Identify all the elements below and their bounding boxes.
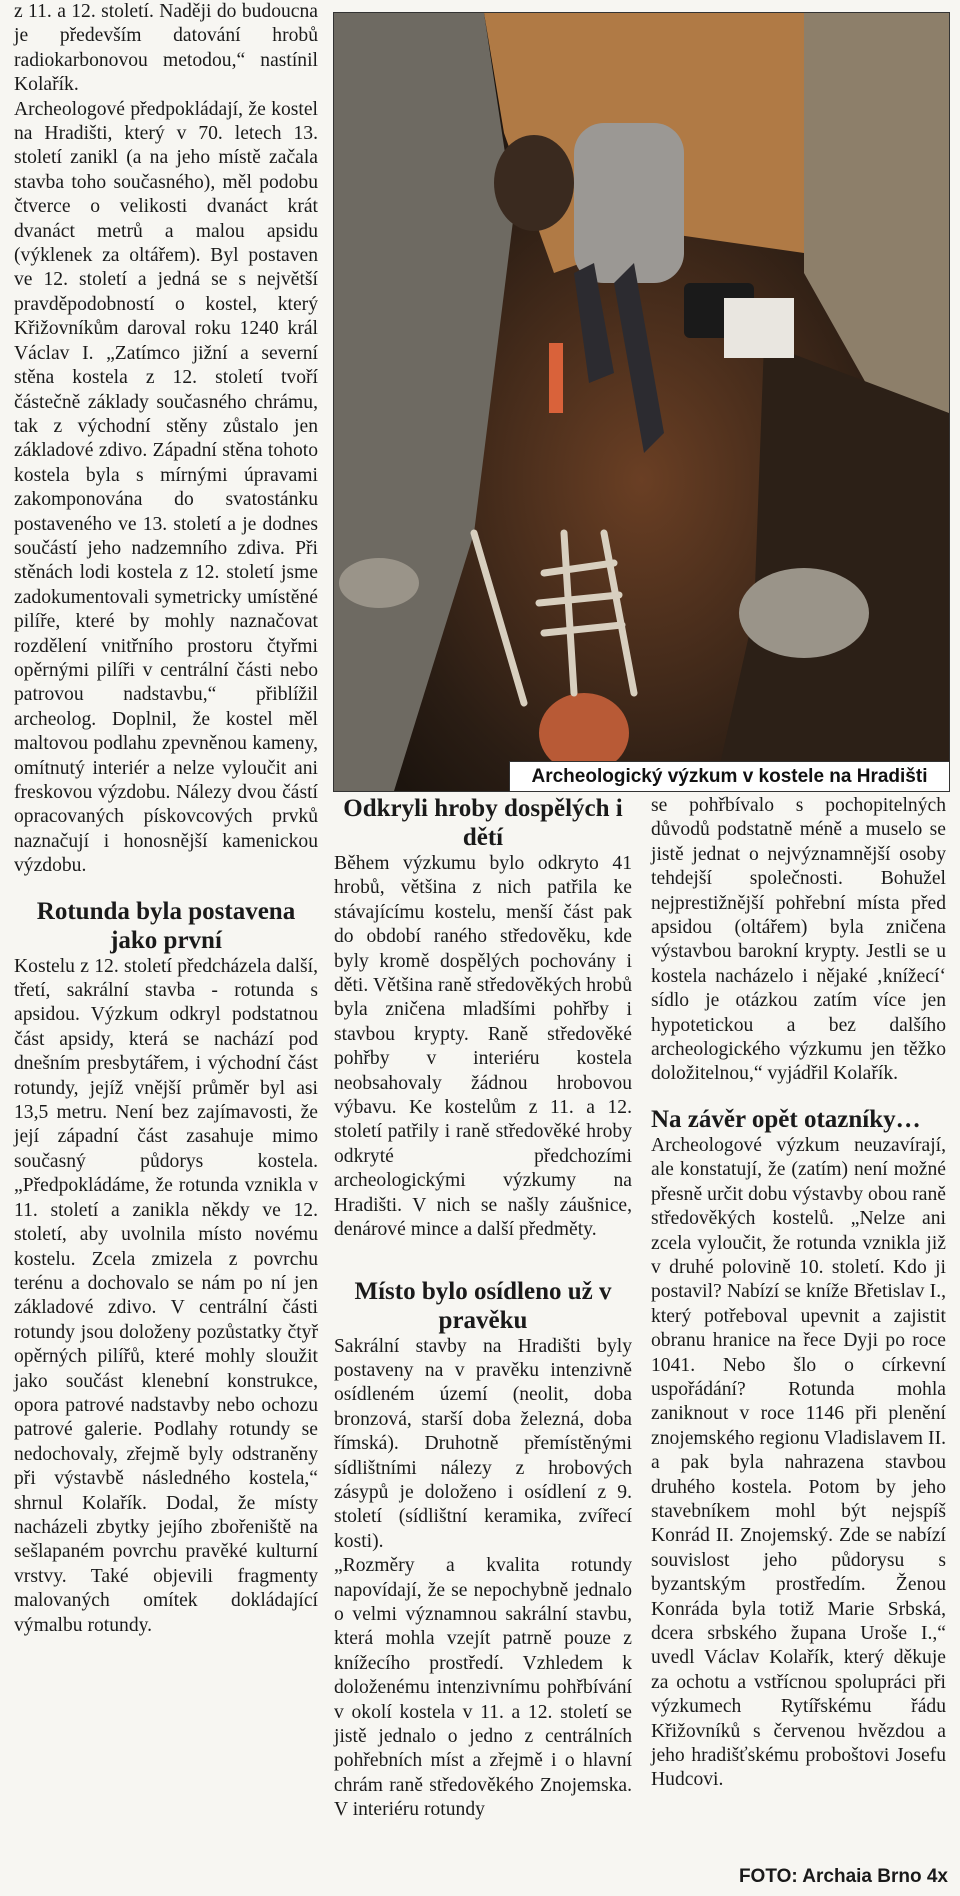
paragraph: Archeologové předpokládají, že kostel na Hradišti, který v 70. letech 13. století zanikl (a na jeho místě začala stavba toho současného), měl podobu čtverce o velikosti dvanáct krát dvanáct metrů a malou apsidu (výklenek za oltářem). Byl postaven ve 12. století a jedná se s největší pravděpodobností o kostel, který Křižovníkům daroval roku 1240 král Václav I. „Zatímco jižní a severní stěna kostela z 12. století tvoří částečně základy současného chrámu, tak z východní stěny zůstalo jen základové zdivo. Západní stěna tohoto kostela byla s mírnými úpravami zakomponována do svatostánku postaveného ve 13. století a je dodnes součástí jeho nadzemního zdiva. Při stěnách lodi kostela z 12. století jsme zadokumentovali symetricky umístěné pilíře, které by mohly naznačovat rozdělení vnitřního prostoru čtyřmi opěrnými pilíři v centrální části nebo patrovou nadstavbu,“ přiblížil archeolog. Doplnil, že kostel měl maltovou podlahu zpevněnou kameny, omítnutý interiér a nelze vyloučit ani freskovou výzdobu. Nálezy dvou částí opracovaných pískovcových prvků naznačují i honosnější kamenickou výzdobu. bbox=[14, 98, 318, 877]
section-heading: Rotunda byla postavena jako první bbox=[36, 897, 296, 954]
photo-excavation bbox=[333, 12, 950, 792]
column-left bbox=[14, 0, 318, 1638]
paragraph: z 11. a 12. století. Naději do budoucna je především datování hrobů radiokarbonovou metodou,“ nastínil Kolařík. bbox=[14, 1, 318, 96]
column-right bbox=[651, 794, 946, 1793]
column-middle bbox=[334, 794, 632, 1823]
photo-credit: FOTO: Archaia Brno 4x bbox=[738, 1866, 948, 1887]
paragraph: Během výzkumu bylo odkryto 41 hrobů, většina z nich patřila ke stávajícímu kostelu, menší část pak do období raného středověku, kde byly kromě dospělých pochovány i děti. Většina raně středověkých hrobů byla zničena mladšími pohřby i stavbou krypty. Raně středověké pohřby v interiéru kostela neobsahovaly žádnou hrobovou výbavu. Ke kostelům z 11. a 12. století patřily i raně středověké hroby odkryté předchozími archeologickými výzkumy na Hradišti. V nich se našly záušnice, denárové mince a další předměty. bbox=[334, 853, 632, 1241]
paragraph: Kostelu z 12. století předcházela další, třetí, sakrální stavba - rotunda s apsidou. Výzkum odkryl podstatnou část apsidy, která se nachází pod dnešním presbytářem, i východní část rotundy, jejíž vnější průměr byl asi 13,5 metru. Není bez zajímavosti, že její západní část zasahuje mimo současný půdorys kostela. „Předpokládáme, že rotunda vznikla v 11. století a zanikla někdy ve 12. století, aby uvolnila místo novému kostelu. Zcela zmizela z povrchu terénu a dochovalo se nám po ní jen základové zdivo. V centrální části rotundy jsou doloženy pozůstatky čtyř opěrných pilířů, které mohly sloužit jako součást klenební konstrukce, opora patrové nadstavby nebo ochozu patrové galerie. Podlahy rotundy se nedochovaly, zřejmě byly odstraněny při výstavbě následného kostela,“ shrnul Kolařík. Dodal, že místy nacházeli zbytky jejího zbořeniště na sešlapaném povrchu pravěké kulturní vrstvy. Také objevili fragmenty malovaných omítek dokládající výmalbu rotundy. bbox=[14, 955, 318, 1636]
paragraph: „Rozměry a kvalita rotundy napovídají, že se nepochybně jednalo o velmi významnou sakrální stavbu, která mohla vzejít patrně pouze z knížecího prostředí. Vzhledem k doloženému intenzivnímu pohřbívání v okolí kostela v 11. a 12. století se jistě jednalo o jedno z centrálních pohřebních míst a zřejmě i o hlavní chrám raně středověkého Znojemska. V interiéru rotundy bbox=[334, 1555, 632, 1821]
paragraph: Archeologové výzkum neuzavírají, ale konstatují, že (zatím) není možné přesně určit dobu výstavby obou raně středověkých kostelů. „Nelze ani zcela vyloučit, že rotunda vznikla již v druhé polovině 10. století. Kdo ji postavil? Nabízí se kníže Břetislav I., který potřeboval upevnit a zajistit obranu hranice na řece Dyji po roce 1041. Nebo šlo o církevní uspořádání? Rotunda mohla zaniknout v roce 1146 při plenění znojemského regionu Vladislavem II. a pak byla nahrazena stavbou druhého kostela. Potom by jeho stavebníkem mohl být nejspíš Konrád II. Znojemský. Zde se nabízí souvislost jeho půdorysu s byzantským prostředím. Ženou Konráda byla totiž Marie Srbská, dcera srbského župana Uroše I.,“ uvedl Václav Kolařík, který děkuje za ochotu a vstřícnou spolupráci při výzkumech Rytířskému řádu Křižovníků s červenou hvězdou a jeho hradišťskému proboštovi Josefu Hudcovi. bbox=[651, 1134, 946, 1791]
paragraph: se pohřbívalo s pochopitelných důvodů podstatně méně a muselo se jistě jednat o nejvýznamnější osoby tehdejší společnosti. Bohužel nejprestižnější pohřební místa před apsidou (oltářem) byla zničena výstavbou barokní krypty. Jestli se u kostela nacházelo i nějaké ‚knížecí‘ sídlo je otázkou zatím více jen hypotetickou a bez dalšího archeologického výzkumu jen těžko doložitelnou,“ vyjádřil Kolařík. bbox=[651, 795, 946, 1085]
paragraph: Sakrální stavby na Hradišti byly postaveny na v pravěku intenzivně osídleném území (neolit, doba bronzová, starší doba železná, doba římská). Druhotně přemístěnými sídlištními nálezy z hrobových zásypů je doloženo i osídlení z 9. století (sídlištní keramika, zvířecí kosti). bbox=[334, 1335, 632, 1552]
section-heading: Odkryli hroby dospělých i dětí bbox=[343, 795, 623, 851]
photo-caption: Archeologický výzkum v kostele na Hradišti bbox=[509, 761, 949, 792]
excavation-image bbox=[334, 13, 949, 791]
section-heading: Na závěr opět otazníky… bbox=[651, 1105, 921, 1133]
section-heading: Místo bylo osídleno už v pravěku bbox=[354, 1277, 612, 1334]
